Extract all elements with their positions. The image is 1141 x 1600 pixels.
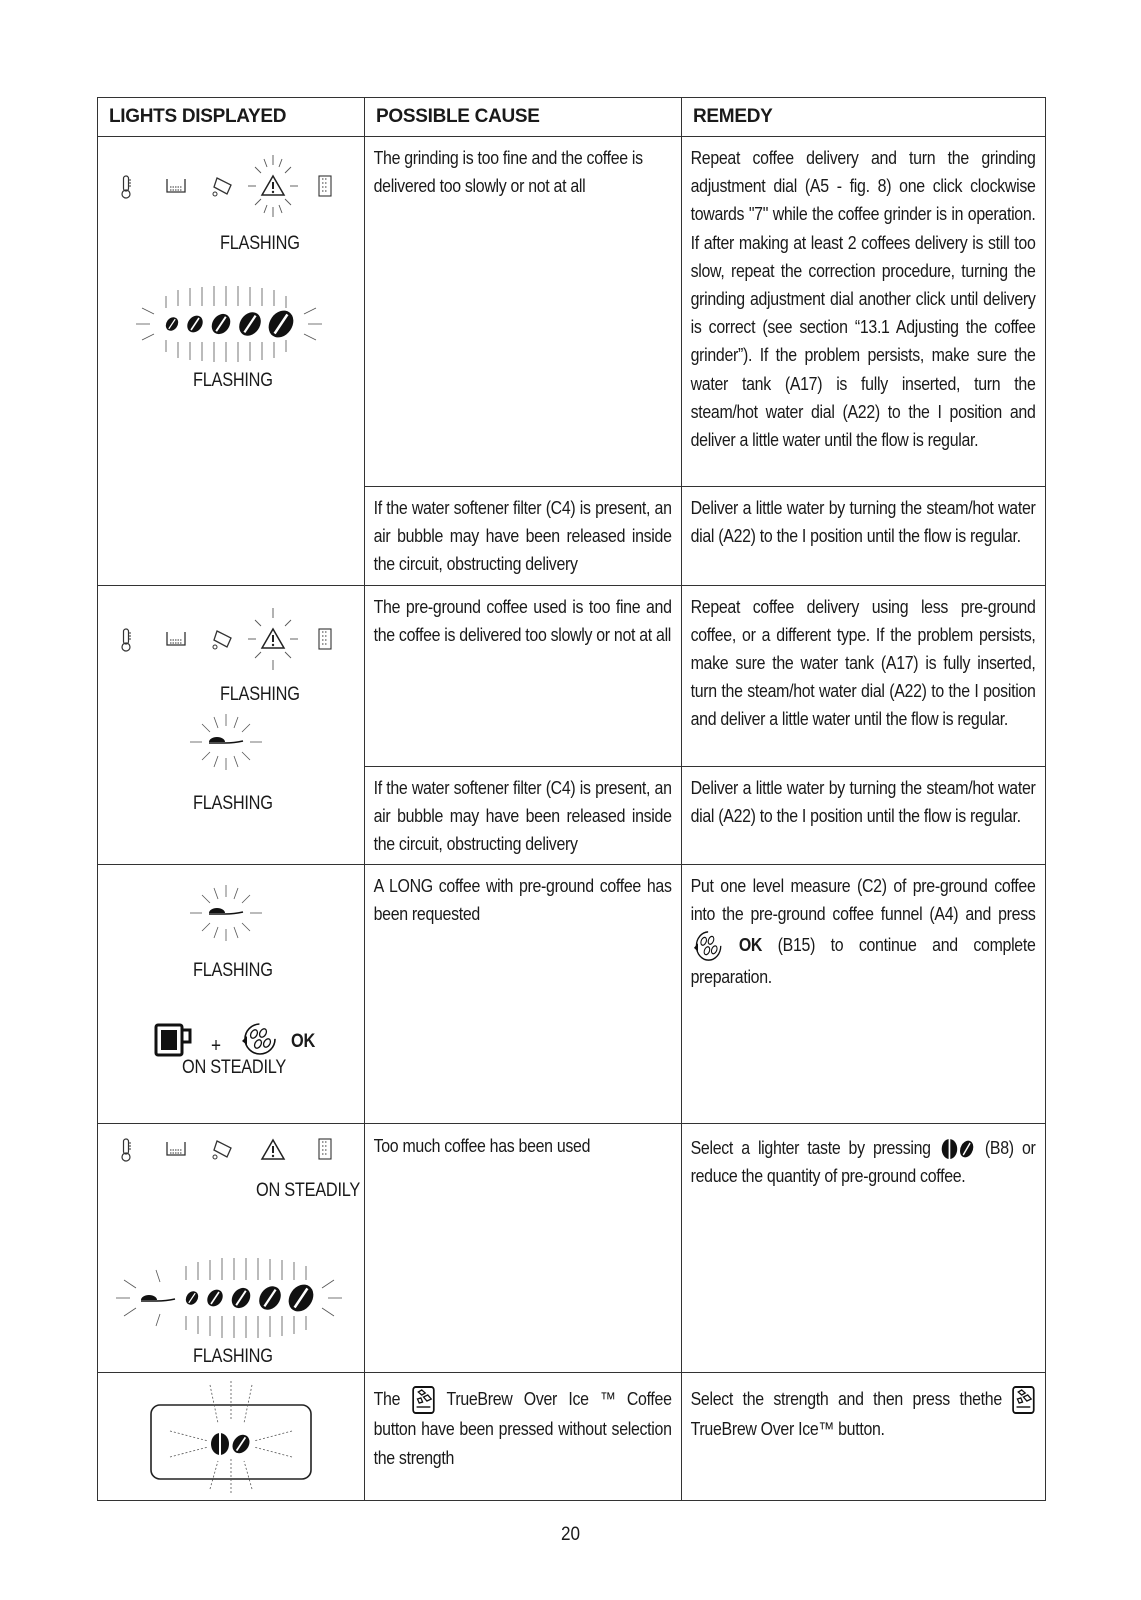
remedy-cell [682, 1373, 1046, 1501]
truebrew-over-ice-icon [411, 1385, 435, 1415]
cause-cell [365, 766, 682, 865]
cause-text: Too much coffee has been used [373, 1135, 591, 1157]
remedy-text: Select the strength and then press thethe TrueBrew Over Ice™ button. [682, 1373, 1044, 1449]
thermometer-icon [120, 175, 132, 199]
remedy-cell [682, 585, 1046, 766]
thermometer-icon [120, 1138, 132, 1162]
ok-label: OK [291, 1031, 315, 1053]
thermometer-icon [120, 628, 132, 652]
spoon-beans-flashing-icon [116, 1256, 342, 1340]
cause-text: A LONG coffee with pre-ground coffee has been requested [373, 875, 672, 925]
on-steadily-label: ON STEADILY [256, 1180, 361, 1202]
water-filter-icon [317, 174, 333, 198]
warning-flashing-icon [238, 604, 308, 674]
cause-cell [365, 1124, 682, 1373]
lights-cell-1 [98, 137, 365, 586]
remedy-text: Put one level measure (C2) of pre-ground coffee into the pre-ground coffee funnel (A4) and press OK (B15) to continue and complete preparation. [690, 875, 1036, 987]
long-coffee-icon [154, 1023, 194, 1057]
water-filter-icon [317, 1137, 333, 1161]
lights-cell-5 [98, 1373, 365, 1501]
preground-spoon-flashing-icon [186, 714, 266, 770]
aroma-icon [238, 1021, 278, 1057]
cause-text: If the water softener filter (C4) is present, an air bubble may have been released inside the circuit, obstructing delivery [373, 776, 672, 855]
cause-cell [365, 487, 682, 586]
cause-cell [365, 865, 682, 1124]
warning-flashing-icon [238, 151, 308, 221]
cause-text: The grinding is too fine and the coffee is delivered too slowly or not at all [373, 147, 643, 197]
plus-sign: + [211, 1035, 221, 1058]
flashing-label: FLASHING [220, 683, 300, 705]
strength-beans-icon [939, 1138, 977, 1160]
preground-spoon-flashing-icon [186, 885, 266, 941]
troubleshooting-table [97, 97, 1046, 1501]
header-lights: LIGHTS DISPLAYED [98, 98, 365, 137]
remedy-text: Select a lighter taste by pressing (B8) or reduce the quantity of pre-ground coffee. [690, 1137, 1036, 1187]
header-remedy: REMEDY [682, 98, 1046, 137]
descale-icon [211, 1137, 237, 1161]
aroma-icon [691, 929, 724, 963]
remedy-cell [682, 766, 1046, 865]
cause-text: The TrueBrew Over Ice ™ Coffee button have been pressed without selection the strength [365, 1373, 680, 1478]
warning-icon [260, 1138, 286, 1162]
remedy-cell [682, 137, 1046, 487]
descale-icon [211, 627, 237, 651]
flashing-label: FLASHING [193, 370, 273, 391]
cause-text: If the water softener filter (C4) is present, an air bubble may have been released inside the circuit, obstructing delivery [373, 497, 672, 575]
cause-text: The pre-ground coffee used is too fine and the coffee is delivered too slowly or not at all [373, 595, 672, 645]
page-number: 20 [560, 1524, 581, 1545]
remedy-text: Repeat coffee delivery and turn the grinding adjustment dial (A5 - fig. 8) one click clockwise towards "7" while the coffee grinder is in operation. If after making at least 2 coffees delivery is still too slow, repeat the correction procedure, turning the grinding adjustment dial another click until delivery is correct (see section “13.1 Adjusting the coffee grinder”). If the problem persists, make sure the water tank (A17) is fully inserted, turn the steam/hot water dial (A22) to the I position and deliver a little water until the flow is regular. [690, 147, 1036, 451]
flashing-label: FLASHING [220, 233, 300, 254]
beans-flashing-icon [136, 284, 322, 364]
remedy-cell [682, 1124, 1046, 1373]
flashing-label: FLASHING [193, 960, 273, 982]
lights-cell-2 [98, 585, 365, 865]
drip-tray-icon [165, 176, 187, 196]
strength-display-flashing-icon [150, 1381, 312, 1493]
remedy-text: Repeat coffee delivery using less pre-ground coffee, or a different type. If the problem persists, make sure the water tank (A17) is fully inserted, turn the steam/hot water dial (A22) to the I position and deliver a little water until the flow is regular. [690, 595, 1036, 730]
remedy-cell [682, 487, 1046, 586]
descale-icon [211, 174, 237, 198]
cause-cell [365, 585, 682, 766]
water-filter-icon [317, 627, 333, 651]
remedy-text: Deliver a little water by turning the steam/hot water dial (A22) to the I position until the flow is regular. [690, 776, 1036, 826]
remedy-text: Deliver a little water by turning the steam/hot water dial (A22) to the I position until the flow is regular. [690, 497, 1036, 547]
on-steadily-label: ON STEADILY [182, 1057, 287, 1079]
cause-cell [365, 1373, 682, 1501]
drip-tray-icon [165, 629, 187, 649]
lights-cell-3 [98, 865, 365, 1124]
flashing-label: FLASHING [193, 792, 273, 814]
flashing-label: FLASHING [193, 1346, 273, 1368]
drip-tray-icon [165, 1139, 187, 1159]
cause-cell [365, 137, 682, 487]
header-cause: POSSIBLE CAUSE [365, 98, 682, 137]
remedy-cell [682, 865, 1046, 1124]
lights-cell-4 [98, 1124, 365, 1373]
truebrew-over-ice-icon [1011, 1385, 1035, 1415]
